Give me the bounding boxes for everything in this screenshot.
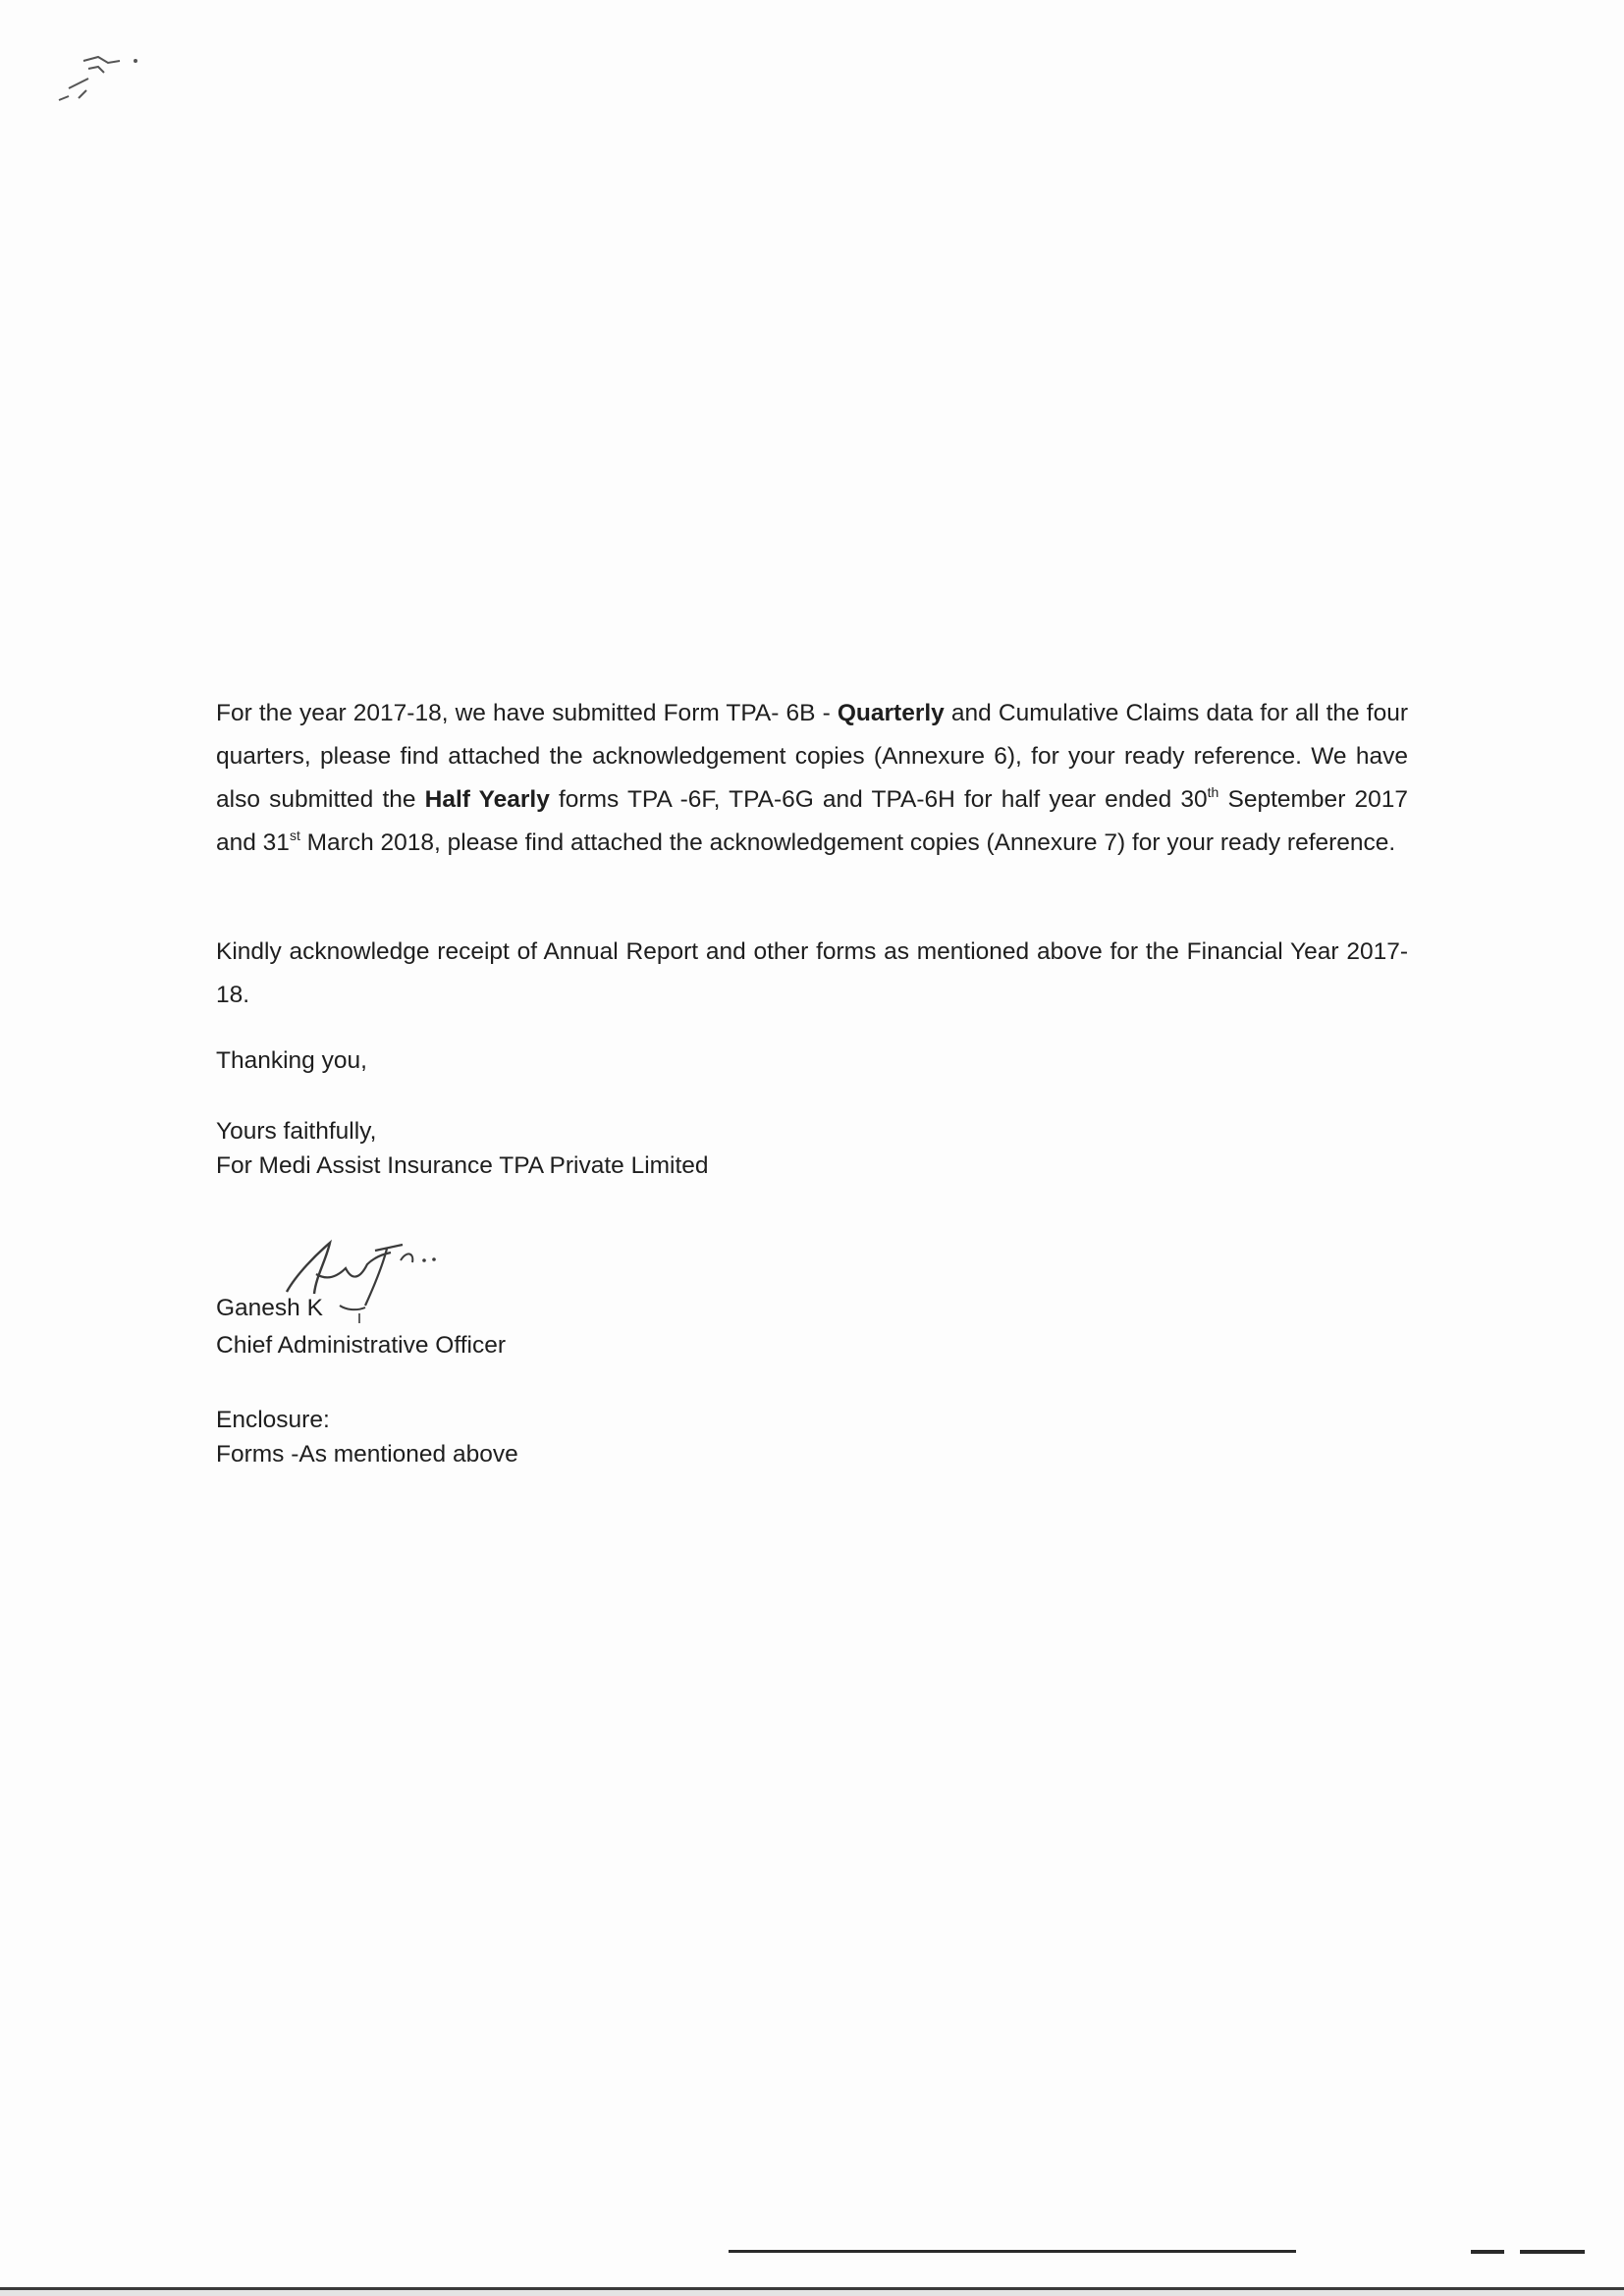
bottom-scan-edge-shadow [0, 2290, 1624, 2296]
para1-text-5: March 2018, please find attached the acknowledgement copies (Annexure 7) for your ready reference. [299, 829, 1396, 856]
scan-artifact-mark [29, 39, 147, 128]
footer-rule [729, 2250, 1296, 2253]
paragraph-forms-submitted [216, 692, 1408, 865]
para1-sup-st: st [289, 828, 300, 843]
enclosure-label: Enclosure: [216, 1407, 330, 1433]
para1-bold-half-yearly: Half Yearly [424, 786, 550, 813]
paragraph-acknowledge-request: Kindly acknowledge receipt of Annual Report and other forms as mentioned above for the Financial Year 2017-18. [216, 938, 1408, 1008]
thanks-line: Thanking you, [216, 1047, 367, 1074]
signatory-name: Ganesh K [216, 1295, 323, 1321]
para1-text-1: For the year 2017-18, we have submitted Form TPA- 6B - [216, 700, 838, 726]
para1-text-2: and Cumulative Claims data for all the four quarters, please find attached the acknowledgement copies (Annexure 6), for your ready reference. We have also submitted the [216, 700, 1408, 813]
footer-rule-short [1471, 2250, 1504, 2254]
footer-rule-right [1520, 2250, 1585, 2254]
para1-text-4: September 2017 and 31 [216, 786, 1408, 856]
company-line: For Medi Assist Insurance TPA Private Limited [216, 1152, 709, 1179]
para1-bold-quarterly: Quarterly [837, 700, 945, 726]
signatory-title: Chief Administrative Officer [216, 1332, 507, 1359]
enclosure-text: Forms -As mentioned above [216, 1441, 518, 1468]
closing-line: Yours faithfully, [216, 1118, 377, 1145]
para1-sup-th: th [1207, 784, 1219, 800]
para1-text-3: forms TPA -6F, TPA-6G and TPA-6H for half year ended 30 [549, 786, 1208, 813]
